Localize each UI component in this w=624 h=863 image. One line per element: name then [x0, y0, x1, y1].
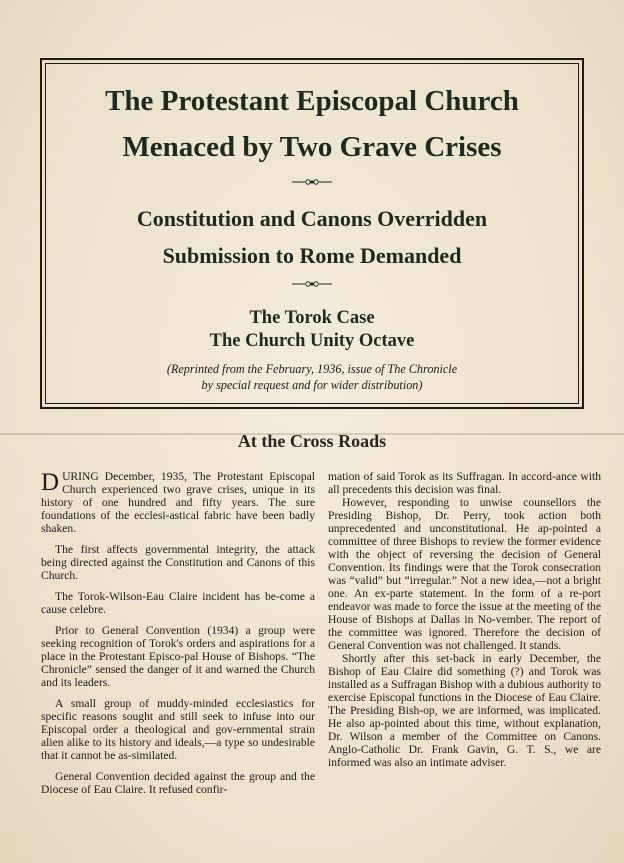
paragraph: The first affects governmental integrity, the attack being directed against the Constitution and Canons of this Church. [41, 543, 315, 582]
drop-cap: D [41, 469, 60, 496]
paragraph: Shortly after this set-back in early December, the Bishop of Eau Claire did something (?) and Torok was installed as a Suffragan Bishop with a dubious authority to exercise Episcopal functions in the Diocese of Eau Claire. The Presiding Bish-op, we are informed, was implicated. He also ap-pointed about this time, without explanation, Dr. Wilson a member of the Committee on Canons. Anglo-Catholic Dr. Frank Gavin, G. T. S., we are informed was also an intimate adviser. [328, 652, 601, 769]
article-left-column [41, 470, 315, 796]
paragraph: The Torok-Wilson-Eau Claire incident has be-come a cause celebre. [41, 590, 315, 616]
main-title-line-2: Menaced by Two Grave Crises [122, 131, 502, 163]
case-title-line-2: The Church Unity Octave [209, 331, 415, 351]
paragraph: Prior to General Convention (1934) a group were seeking recognition of Torok's orders and aspirations for a place in the Protestant Episco-pal House of Bishops. “The Chronicle” sensed the danger of it and warned the Church and its leaders. [41, 624, 315, 689]
paragraph: General Convention decided against the group and the Diocese of Eau Claire. It refused confir- [41, 770, 315, 796]
paragraph [41, 470, 315, 535]
ornament-divider-icon [292, 177, 332, 187]
paragraph: However, responding to unwise counsellors the Presiding Bishop, Dr. Perry, took action both unprecedented and unconstitutional. He ap-pointed a committee of three Bishops to review the former evidence with the object of reversing the decision of General Convention. Its findings were that the Torok consecration was “valid” but “irregular.” Not a new idea,—not a bright one. An ex-parte statement. In the form of a re-port endeavor was made to force the issue at the meeting of the House of Bishops at Dallas in No-vember. The report of the committee was ignored. Therefore the decision of General Convention was not challenged. It stands. [328, 496, 601, 652]
reprint-note-line-1: (Reprinted from the February, 1936, issue of The Chronicle [166, 362, 458, 376]
article-right-column [328, 470, 601, 769]
subtitle-line-2: Submission to Rome Demanded [162, 243, 462, 268]
subtitle-line-1: Constitution and Canons Overridden [136, 206, 488, 231]
reprint-note-line-2: by special request and for wider distribution) [201, 378, 423, 392]
ornament-divider-icon [292, 279, 332, 289]
case-title-line-1: The Torok Case [249, 308, 375, 328]
paragraph-text: URING December, 1935, The Protestant Episcopal Church experienced two grave crises, unique in its history of one hundred and fifty years. The sure foundations of the ecclesi-astical fabric have been badly shaken. [41, 470, 315, 535]
paragraph: A small group of muddy-minded ecclesiastics for specific reasons sought and still seek to infuse into our Episcopal order a theological and gov-ernmental strain alien alike to its history and ideals,—a type so undesirable that it cannot be as-similated. [41, 697, 315, 762]
main-title-line-1: The Protestant Episcopal Church [105, 85, 519, 117]
paragraph: mation of said Torok as its Suffragan. In accord-ance with all precedents this decision was final. [328, 470, 601, 496]
section-heading: At the Cross Roads [237, 431, 387, 451]
